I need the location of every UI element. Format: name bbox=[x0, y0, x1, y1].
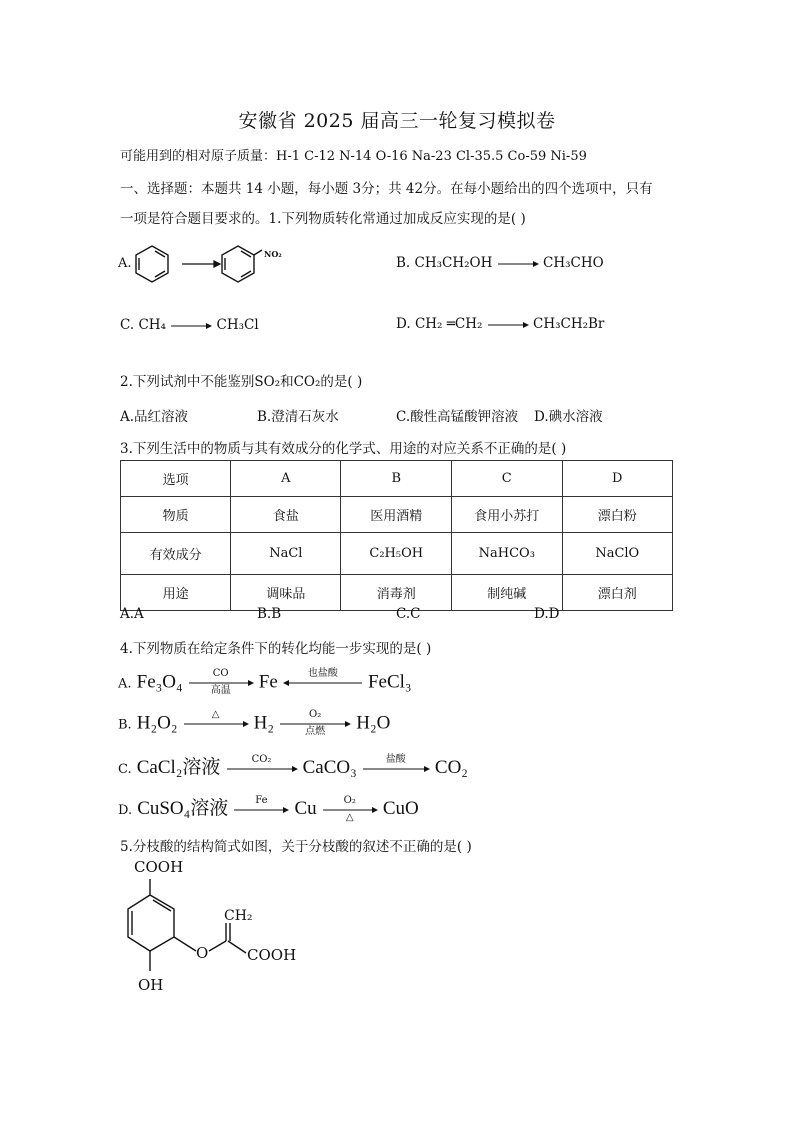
q4-a-arrow1 bbox=[188, 668, 254, 698]
table-cell: 选项 bbox=[121, 461, 231, 497]
q1-option-c-product: CH₃Cl bbox=[216, 317, 259, 333]
q4-d-reactant: CuSO₄溶液 bbox=[137, 798, 229, 819]
q4-b-arrow2 bbox=[279, 709, 351, 739]
q3-option-a: A.A bbox=[120, 606, 144, 622]
arrow-condition-top: 盐酸 bbox=[385, 753, 406, 765]
table-cell: 漂白粉 bbox=[562, 497, 672, 533]
table-cell: 食用小苏打 bbox=[452, 497, 563, 533]
q1-option-b-product: CH₃CHO bbox=[542, 255, 604, 271]
table-cell: 医用酒精 bbox=[341, 497, 452, 533]
nitro-group-label: NO₂ bbox=[264, 249, 282, 259]
section-instructions-line1: 一、选择题：本题共 14 小题，每小题 3分；共 42分。在每小题给出的四个选项中，只有 bbox=[120, 181, 653, 197]
table-cell: C₂H₅OH bbox=[341, 533, 452, 575]
q4-d-product: CuO bbox=[382, 798, 419, 819]
carboxyl-group-label-right: COOH bbox=[247, 946, 297, 964]
arrow-condition-top: △ bbox=[211, 709, 220, 720]
q4-d-arrow2 bbox=[322, 795, 378, 825]
table-cell: 用途 bbox=[121, 575, 231, 611]
table-row bbox=[121, 497, 673, 533]
q1-option-d-reactant: CH₂ ═CH₂ bbox=[414, 316, 483, 332]
q4-a-arrow2 bbox=[283, 668, 363, 698]
q1-option-d bbox=[396, 316, 604, 332]
q4-d-arrow1 bbox=[233, 795, 289, 825]
table-cell: D bbox=[562, 461, 672, 497]
q4-b-reactant: H₂O₂ bbox=[136, 712, 178, 734]
table-cell: 食盐 bbox=[231, 497, 341, 533]
arrow-condition-bottom: 高温 bbox=[210, 685, 231, 696]
q4-option-a bbox=[118, 668, 412, 698]
q3-option-d: D.D bbox=[534, 606, 560, 622]
q2-option-b: B.澄清石灰水 bbox=[257, 409, 339, 425]
arrow-condition-top: Fe bbox=[255, 794, 268, 806]
q4-option-c bbox=[118, 752, 468, 784]
q1-option-b-reactant: CH₃CH₂OH bbox=[414, 255, 493, 271]
q4-option-c-label: C. bbox=[118, 762, 132, 777]
reaction-arrow-icon bbox=[487, 320, 529, 330]
nitrobenzene-ring-icon bbox=[222, 246, 262, 282]
q2-option-a: A.品红溶液 bbox=[120, 409, 189, 425]
q2-option-c: C.酸性高锰酸钾溶液 bbox=[396, 409, 519, 425]
q4-b-arrow1 bbox=[183, 709, 249, 739]
arrow-condition-bottom: 点燃 bbox=[305, 726, 326, 737]
q4-stem: 4.下列物质在给定条件下的转化均能一步实现的是( ) bbox=[120, 641, 432, 657]
q3-table bbox=[120, 460, 673, 611]
q4-option-b-label: B. bbox=[118, 717, 132, 733]
q4-a-reactant: Fe₃O₄ bbox=[136, 671, 183, 693]
q4-option-d bbox=[118, 793, 419, 825]
q1-option-d-label: D. bbox=[396, 316, 411, 332]
table-cell: NaHCO₃ bbox=[452, 533, 563, 575]
table-cell: 制纯碱 bbox=[452, 575, 563, 611]
arrow-condition-top: 也盐酸 bbox=[307, 668, 338, 679]
table-cell: 漂白剂 bbox=[562, 575, 672, 611]
hydroxyl-group-label: OH bbox=[138, 976, 164, 994]
q1-option-b-label: B. bbox=[396, 255, 411, 271]
table-cell: A bbox=[231, 461, 341, 497]
q3-stem: 3.下列生活中的物质与其有效成分的化学式、用途的对应关系不正确的是( ) bbox=[120, 441, 567, 457]
arrow-condition-top: O₂ bbox=[343, 794, 356, 806]
ether-oxygen-label: O bbox=[196, 944, 209, 962]
q4-c-intermediate: CaCO₃ bbox=[302, 757, 357, 778]
q5-stem: 5.分枝酸的结构简式如图，关于分枝酸的叙述不正确的是( ) bbox=[120, 839, 472, 855]
q2-stem: 2.下列试剂中不能鉴别SO₂和CO₂的是( ) bbox=[120, 374, 363, 390]
arrow-condition-top: CO₂ bbox=[251, 753, 272, 765]
table-cell: 有效成分 bbox=[121, 533, 231, 575]
q1-option-c-reactant: CH₄ bbox=[138, 317, 166, 333]
reaction-arrow-icon bbox=[182, 261, 220, 267]
table-cell: NaCl bbox=[231, 533, 341, 575]
table-row bbox=[121, 533, 673, 575]
q3-option-c: C.C bbox=[396, 606, 421, 622]
page-title: 安徽省 2025 届高三一轮复习模拟卷 bbox=[238, 110, 556, 132]
table-cell: 调味品 bbox=[231, 575, 341, 611]
arrow-condition-top: CO bbox=[212, 668, 229, 679]
q4-b-intermediate: H₂ bbox=[253, 712, 275, 734]
q4-option-d-label: D. bbox=[118, 803, 133, 818]
section-instructions-line2: 一项是符合题目要求的。1.下列物质转化常通过加成反应实现的是( ) bbox=[120, 211, 526, 227]
q1-option-c bbox=[120, 317, 259, 333]
table-cell: NaClO bbox=[562, 533, 672, 575]
atomic-masses: 可能用到的相对原子质量：H-1 C-12 N-14 O-16 Na-23 Cl-35.5 Co-59 Ni-59 bbox=[120, 149, 587, 164]
table-cell: B bbox=[341, 461, 452, 497]
reaction-arrow-icon bbox=[170, 321, 212, 331]
q4-a-product: FeCl₃ bbox=[367, 671, 412, 693]
q4-b-product: H₂O bbox=[356, 712, 391, 734]
q4-option-a-label: A. bbox=[118, 676, 132, 692]
q2-option-d: D.碘水溶液 bbox=[534, 409, 603, 425]
methylene-label: CH₂ bbox=[224, 908, 253, 924]
q1-option-c-label: C. bbox=[120, 317, 135, 333]
q1-option-a-reaction-diagram bbox=[130, 240, 310, 288]
table-row bbox=[121, 461, 673, 497]
q4-a-intermediate: Fe bbox=[258, 671, 278, 693]
carboxyl-group-label-top: COOH bbox=[134, 858, 184, 876]
q4-c-arrow1 bbox=[226, 754, 298, 784]
q4-c-product: CO₂ bbox=[434, 757, 468, 778]
q4-c-arrow2 bbox=[362, 754, 430, 784]
q4-option-b bbox=[118, 709, 390, 739]
q1-option-b bbox=[396, 255, 604, 271]
table-cell: C bbox=[452, 461, 563, 497]
q3-option-b: B.B bbox=[257, 606, 282, 622]
table-cell: 消毒剂 bbox=[341, 575, 452, 611]
arrow-condition-top: O₂ bbox=[309, 709, 322, 720]
q1-option-a-label: A. bbox=[118, 256, 132, 271]
table-cell: 物质 bbox=[121, 497, 231, 533]
q1-option-d-product: CH₃CH₂Br bbox=[532, 316, 605, 332]
reaction-arrow-icon bbox=[497, 259, 539, 269]
benzene-ring-icon bbox=[136, 246, 168, 282]
arrow-condition-bottom: △ bbox=[345, 811, 354, 823]
q4-c-reactant: CaCl₂溶液 bbox=[136, 757, 221, 778]
q4-d-intermediate: Cu bbox=[294, 798, 317, 819]
